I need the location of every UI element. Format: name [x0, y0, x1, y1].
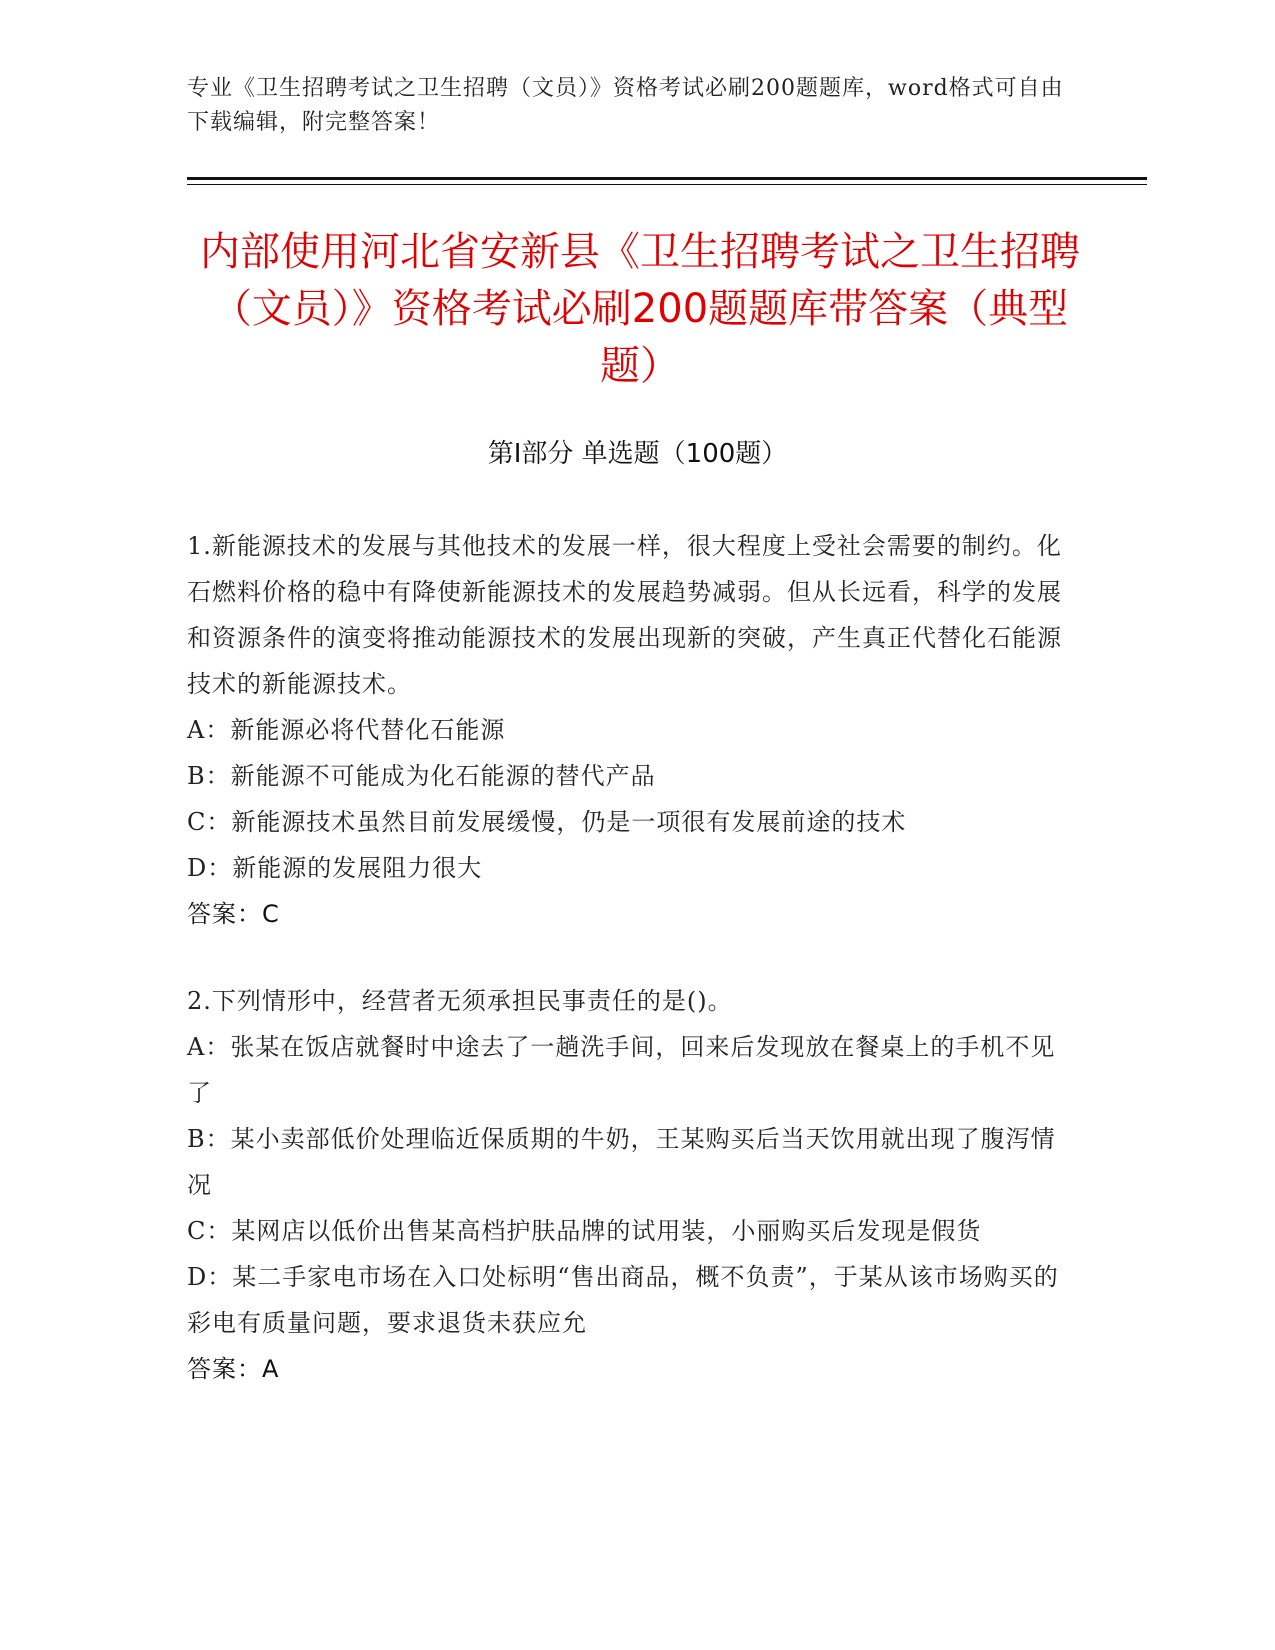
option-a: A：新能源必将代替化石能源: [187, 716, 506, 744]
question-2: [187, 978, 1067, 1392]
document-title: 内部使用河北省安新县《卫生招聘考试之卫生招聘（文员）》资格考试必刷200题题库带答案（典型题）: [200, 229, 1080, 389]
option-a: A：张某在饭店就餐时中途去了一趟洗手间，回来后发现放在餐桌上的手机不见了: [187, 1033, 1056, 1107]
option-c: C：某网店以低价出售某高档护肤品牌的试用装，小丽购买后发现是假货: [187, 1217, 982, 1245]
option-b: B：某小卖部低价处理临近保质期的牛奶，王某购买后当天饮用就出现了腹泻情况: [187, 1125, 1056, 1199]
option-d: D：某二手家电市场在入口处标明“售出商品，概不负责”，于某从该市场购买的彩电有质量问题，要求退货未获应允: [187, 1263, 1059, 1337]
answer-label: 答案：A: [187, 1355, 280, 1383]
header-divider-thin: [187, 184, 1147, 185]
header-note: 专业《卫生招聘考试之卫生招聘（文员）》资格考试必刷200题题库，word格式可自由下载编辑，附完整答案！: [187, 76, 1064, 135]
option-d: D：新能源的发展阻力很大: [187, 854, 483, 882]
question-stem: 2.下列情形中，经营者无须承担民事责任的是()。: [187, 987, 733, 1015]
option-b: B：新能源不可能成为化石能源的替代产品: [187, 762, 656, 790]
answer-label: 答案：C: [187, 900, 280, 928]
question-stem: 1.新能源技术的发展与其他技术的发展一样，很大程度上受社会需要的制约。化石燃料价格的稳中有降使新能源技术的发展趋势减弱。但从长远看，科学的发展和资源条件的演变将推动能源技术的发展出现新的突破，产生真正代替化石能源技术的新能源技术。: [187, 532, 1062, 698]
question-1: [187, 523, 1067, 937]
header-divider-thick: [187, 177, 1147, 180]
option-c: C：新能源技术虽然目前发展缓慢，仍是一项很有发展前途的技术: [187, 808, 907, 836]
section-title: 第Ⅰ部分 单选题（100题）: [487, 439, 788, 469]
